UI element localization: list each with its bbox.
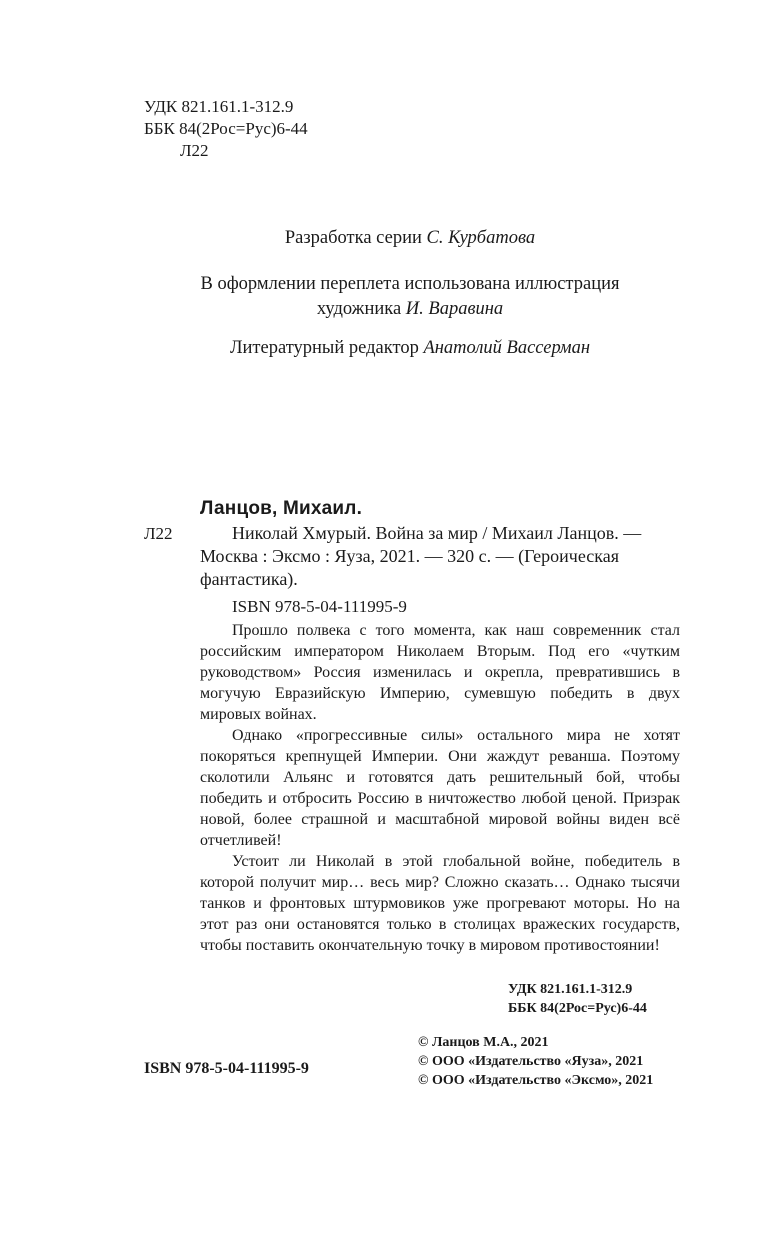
annotation-paragraph-1: Прошло полвека с того момента, как наш современник стал российским императором Николаем Вторым. Под его «чутким руководством» Россия изменилась и окрепла, превратившись в могучую Евразийскую Империю, сумевшую победить в двух мировых войнах. xyxy=(200,622,680,723)
author-sign: Л22 xyxy=(180,141,209,160)
annotation xyxy=(200,620,680,956)
udk-code-bottom: УДК 821.161.1-312.9 xyxy=(508,982,633,997)
copyright-block xyxy=(418,1033,653,1090)
annotation-paragraph-3: Устоит ли Николай в этой глобальной войне, победитель в которой получит мир… весь мир? Сложно сказать… Однако тысячи танков и фронтовых штурмовиков уже прогревают моторы. Но на этот раз они остановятся только в столицах вражеских государств, чтобы поставить окончательную точку в мировом противостоянии! xyxy=(200,853,680,954)
top-classification-codes xyxy=(144,96,308,162)
catalog-author-sign: Л22 xyxy=(144,524,173,543)
catalog-author: Ланцов, Михаил. xyxy=(200,498,363,519)
catalog-line-1: Николай Хмурый. Война за мир / Михаил Ланцов. — xyxy=(232,523,642,543)
copyright-yauza: © ООО «Издательство «Яуза», 2021 xyxy=(418,1054,644,1069)
series-credit xyxy=(0,226,768,251)
copyright-eksmo: © ООО «Издательство «Эксмо», 2021 xyxy=(418,1073,654,1088)
copyright-author: © Ланцов М.А., 2021 xyxy=(418,1035,549,1050)
editor-credit xyxy=(0,336,768,361)
bbk-code-bottom: ББК 84(2Рос=Рус)6-44 xyxy=(508,1001,647,1016)
bbk-code: ББК 84(2Рос=Рус)6-44 xyxy=(144,119,308,138)
annotation-paragraph-2: Однако «прогрессивные силы» остального мира не хотят покоряться крепнущей Империи. Они жаждут реванша. Поэтому сколотили Альянс и готовятся дать решительный бой, чтобы победить и отбросить Россию в ничтожество любой ценой. Призрак новой, более страшной и масштабной мировой войны виден всё отчетливей! xyxy=(200,727,680,849)
series-designer: С. Курбатова xyxy=(426,228,536,248)
bottom-classification-codes xyxy=(508,980,647,1018)
isbn-main: ISBN 978-5-04-111995-9 xyxy=(144,1060,309,1077)
cover-label: В оформлении переплета использована иллюстрация xyxy=(200,274,620,294)
cover-artist: И. Варавина xyxy=(405,299,504,319)
editor-name: Анатолий Вассерман xyxy=(423,338,591,358)
catalog-line-2: Москва : Эксмо : Яуза, 2021. — 320 с. — (Героическая xyxy=(200,546,620,566)
catalog-isbn: ISBN 978-5-04-111995-9 xyxy=(232,597,407,616)
series-label: Разработка серии xyxy=(284,228,422,248)
cover-label-2: художника xyxy=(316,299,402,319)
cover-credit xyxy=(0,272,768,322)
editor-label: Литературный редактор xyxy=(229,338,419,358)
catalog-line-3: фантастика). xyxy=(200,569,298,589)
udk-code: УДК 821.161.1-312.9 xyxy=(144,97,294,116)
